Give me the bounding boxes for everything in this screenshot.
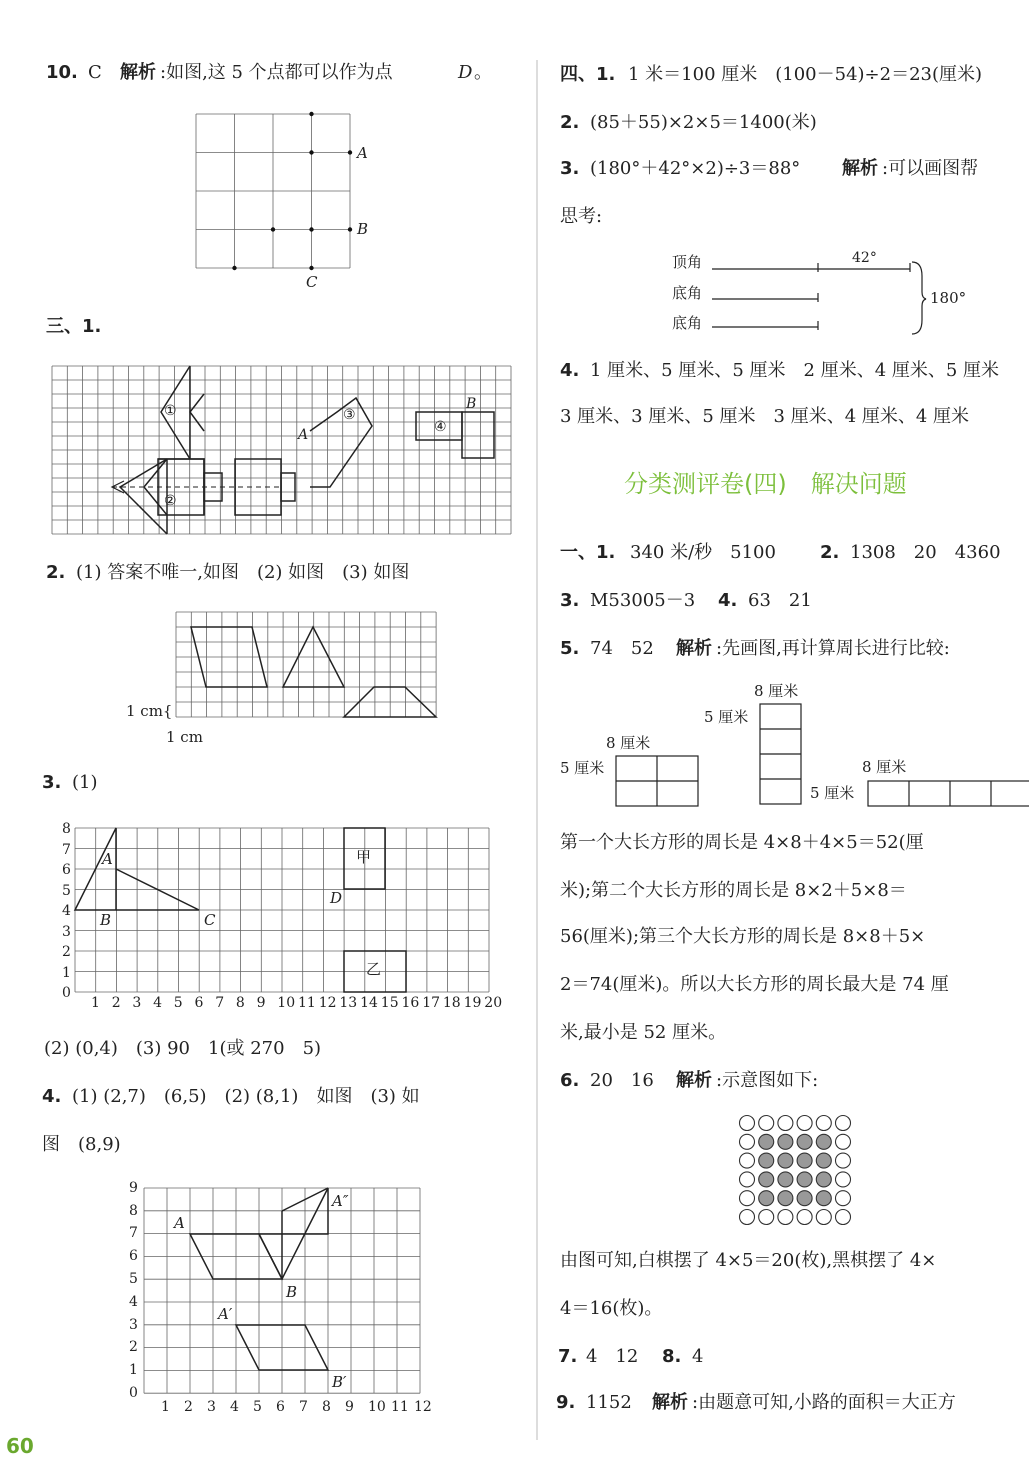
q4-line-2: 图 (8,9) (42, 1134, 121, 1155)
q2-text: (1) 答案不唯一,如图 (2) 如图 (3) 如图 (76, 562, 410, 583)
q3-y-tick: 2 (62, 944, 71, 960)
s1-q6-answer: 20 16 (590, 1070, 654, 1091)
q3-x-tick: 4 (153, 995, 163, 1011)
shape-label-3: ③ (343, 407, 356, 423)
section-3-heading: 三、1. (46, 316, 102, 337)
chess-pieces-diagram (738, 1114, 856, 1226)
q4-line-1: (1) (2,7) (6,5) (2) (8,1) 如图 (3) 如 (72, 1086, 420, 1107)
q3-y-tick: 0 (62, 985, 71, 1001)
q4-y-tick: 2 (129, 1339, 138, 1356)
s1-head: 一、1. (560, 542, 616, 563)
rect2-height-label: 5 厘米 (704, 708, 749, 726)
q3-x-tick: 5 (173, 995, 183, 1011)
rect3-height-label: 5 厘米 (810, 784, 855, 802)
q3-x-tick: 19 (463, 995, 482, 1011)
white-piece (797, 1116, 812, 1131)
q10-label-b: B (357, 220, 369, 238)
s1-q9-analysis-label: 解析 (652, 1392, 688, 1413)
s1-q5-answer: 74 52 (590, 638, 654, 659)
diagram-vertex-angle: 顶角 (672, 253, 703, 271)
q5-paragraph-line-1: 第一个大长方形的周长是 4×8＋4×5＝52(厘 (560, 832, 924, 853)
q5-paragraph-line-5: 米,最小是 52 厘米。 (560, 1022, 727, 1043)
white-piece (778, 1210, 793, 1225)
q3-label-d: D (330, 889, 343, 907)
s4-q2-number: 2. (560, 112, 580, 133)
q6-paragraph-line-1: 由图可知,白棋摆了 4×5＝20(枚),黑棋摆了 4× (560, 1250, 937, 1271)
angle-diagram (710, 254, 930, 334)
q10-label-c: C (306, 273, 318, 291)
q4-y-tick: 7 (129, 1225, 138, 1242)
black-piece (797, 1153, 812, 1168)
q4-x-tick: 8 (322, 1399, 331, 1415)
q3-x-tick: 18 (442, 995, 461, 1011)
q4-coordinate-grid (144, 1188, 424, 1398)
white-piece (836, 1153, 851, 1168)
q2-unit-horizontal: 1 cm (166, 728, 203, 746)
s1-q6-analysis-label: 解析 (676, 1070, 712, 1091)
q3-y-tick: 1 (62, 964, 71, 981)
white-piece (816, 1210, 831, 1225)
page-number: 60 (6, 1434, 34, 1458)
q3-x-tick: 8 (235, 995, 245, 1011)
white-piece (836, 1172, 851, 1187)
q10-end: 。 (474, 62, 492, 83)
white-piece (759, 1210, 774, 1225)
s1-q4-answer: 63 21 (748, 590, 812, 611)
black-piece (759, 1153, 774, 1168)
white-piece (740, 1116, 755, 1131)
q4-y-tick: 1 (129, 1362, 138, 1379)
q4-x-tick: 9 (345, 1399, 354, 1415)
black-piece (816, 1153, 831, 1168)
q10-answer: C (88, 62, 102, 83)
q3-label-jia: 甲 (356, 848, 372, 866)
white-piece (778, 1116, 793, 1131)
q10-grid-figure (196, 114, 356, 274)
diagram-base-angle-1: 底角 (672, 284, 703, 302)
rect1-height-label: 5 厘米 (560, 759, 605, 777)
q3-y-tick: 5 (62, 882, 71, 899)
s1-q1-answer: 340 米/秒 5100 (630, 542, 776, 563)
rect3-width-label: 8 厘米 (862, 758, 907, 776)
q4-y-tick: 8 (129, 1202, 138, 1219)
q3-x-tick: 20 (484, 995, 503, 1011)
q3-x-tick: 14 (360, 995, 378, 1011)
fig1-label-b: B (466, 396, 477, 412)
s1-q8-number: 8. (662, 1346, 682, 1367)
q2-grid-figure (176, 612, 438, 720)
black-piece (797, 1134, 812, 1149)
shape-label-2: ② (164, 493, 177, 509)
q3-y-tick: 6 (62, 862, 71, 878)
white-piece (797, 1210, 812, 1225)
s4-q2-text: (85＋55)×2×5＝1400(米) (590, 112, 817, 133)
rect2-width-label: 8 厘米 (754, 682, 799, 700)
q3-coordinate-grid (75, 828, 495, 998)
q4-x-tick: 1 (161, 1399, 170, 1415)
q4-y-tick: 4 (129, 1293, 138, 1310)
q4-x-tick: 10 (368, 1399, 386, 1415)
white-piece (740, 1210, 755, 1225)
q3-x-tick: 1 (91, 995, 100, 1011)
q3-label-yi: 乙 (366, 960, 382, 978)
q10-label-a: A (357, 144, 368, 162)
s1-q4-number: 4. (718, 590, 738, 611)
s4-q3-number: 3. (560, 158, 580, 179)
shape-label-1: ① (164, 403, 177, 419)
q3-x-tick: 13 (339, 995, 358, 1011)
q3-y-tick: 8 (62, 821, 71, 837)
white-piece (740, 1172, 755, 1187)
s1-q3-number: 3. (560, 590, 580, 611)
s1-q2-answer: 1308 20 4360 (850, 542, 1001, 563)
q2-unit-vertical: 1 cm{ (126, 702, 173, 720)
q4-x-tick: 11 (391, 1399, 409, 1415)
q3-y-tick: 4 (62, 903, 71, 919)
s4-q4-line-1: 1 厘米、5 厘米、5 厘米 2 厘米、4 厘米、5 厘米 (590, 360, 1000, 381)
white-piece (836, 1116, 851, 1131)
black-piece (816, 1134, 831, 1149)
s1-q6-analysis-text: :示意图如下: (716, 1070, 819, 1091)
q4-label-b-prime: B′ (332, 1373, 347, 1391)
q3-y-tick: 7 (62, 841, 71, 858)
white-piece (836, 1210, 851, 1225)
s1-q5-analysis-label: 解析 (676, 638, 712, 659)
s1-q9-answer: 1152 (586, 1392, 632, 1413)
s3-q1-grid-figure (52, 366, 512, 536)
white-piece (816, 1116, 831, 1131)
q3-answers: (2) (0,4) (3) 90 1(或 270 5) (44, 1038, 322, 1059)
q5-paragraph-line-4: 2＝74(厘米)。所以大长方形的周长最大是 74 厘 (560, 974, 949, 995)
s1-q5-number: 5. (560, 638, 580, 659)
q4-label-a: A (174, 1214, 185, 1232)
q10-point-d: D (458, 62, 473, 83)
q4-label-a-double-prime: A″ (332, 1192, 349, 1210)
s4-q4-number: 4. (560, 360, 580, 381)
q2-number: 2. (46, 562, 66, 583)
s1-q7-answer: 4 12 (586, 1346, 639, 1367)
q3-x-tick: 10 (277, 995, 296, 1011)
black-piece (816, 1191, 831, 1206)
q4-label-a-prime: A′ (218, 1305, 233, 1323)
s1-q3-answer: M53005－3 (590, 590, 696, 611)
q3-x-tick: 11 (298, 995, 316, 1011)
black-piece (759, 1191, 774, 1206)
s4-q3-tail: :可以画图帮 (882, 158, 979, 179)
q3-x-tick: 7 (215, 995, 225, 1011)
q10-analysis-label: 解析 (120, 62, 156, 83)
q4-y-tick: 9 (129, 1179, 138, 1196)
white-piece (836, 1191, 851, 1206)
q3-y-tick: 3 (62, 923, 71, 940)
q3-label-b: B (100, 911, 112, 929)
white-piece (836, 1134, 851, 1149)
q4-y-tick: 0 (129, 1385, 138, 1401)
q3-x-tick: 9 (256, 995, 266, 1011)
white-piece (740, 1134, 755, 1149)
q4-y-tick: 5 (129, 1271, 138, 1287)
shape-label-4: ④ (434, 419, 447, 435)
q4-x-tick: 2 (184, 1399, 193, 1415)
q4-x-tick: 4 (230, 1399, 239, 1415)
black-piece (778, 1134, 793, 1149)
fig1-label-a: A (298, 427, 309, 443)
q4-x-tick: 12 (414, 1399, 432, 1415)
q4-number: 4. (42, 1086, 62, 1107)
diagram-180-degrees: 180° (930, 289, 967, 307)
black-piece (797, 1172, 812, 1187)
black-piece (759, 1172, 774, 1187)
q10-number: 10. (46, 62, 78, 83)
q3-x-tick: 2 (111, 995, 121, 1011)
s4-q3-text: (180°＋42°×2)÷3＝88° (590, 158, 801, 179)
s4-q1-head: 四、1. (560, 64, 616, 85)
white-piece (759, 1116, 774, 1131)
white-piece (740, 1153, 755, 1168)
q3-label-a: A (102, 850, 113, 868)
s1-q7-number: 7. (558, 1346, 578, 1367)
diagram-42-degrees: 42° (852, 250, 877, 266)
s1-q6-number: 6. (560, 1070, 580, 1091)
s4-q1-text: 1 米＝100 厘米 (100－54)÷2＝23(厘米) (628, 64, 983, 85)
q4-y-tick: 6 (129, 1248, 138, 1265)
q10-text: :如图,这 5 个点都可以作为点 (160, 62, 393, 83)
s1-q8-answer: 4 (692, 1346, 704, 1367)
black-piece (778, 1172, 793, 1187)
black-piece (797, 1191, 812, 1206)
s4-q3-continued: 思考: (560, 206, 603, 227)
s4-q4-line-2: 3 厘米、3 厘米、5 厘米 3 厘米、4 厘米、4 厘米 (560, 406, 970, 427)
s4-q3-analysis-label: 解析 (842, 158, 878, 179)
column-divider (536, 60, 538, 1440)
q4-x-tick: 3 (207, 1399, 216, 1415)
q6-paragraph-line-2: 4＝16(枚)。 (560, 1298, 663, 1319)
diagram-base-angle-2: 底角 (672, 314, 703, 332)
s1-q9-number: 9. (556, 1392, 576, 1413)
q3-number: 3. (42, 772, 62, 793)
q4-label-b: B (286, 1283, 298, 1301)
q3-text: (1) (72, 772, 98, 793)
q5-paragraph-line-2: 米);第二个大长方形的周长是 8×2＋5×8＝ (560, 880, 907, 901)
q4-x-tick: 5 (253, 1399, 262, 1415)
q3-x-tick: 16 (401, 995, 420, 1011)
q3-x-tick: 17 (422, 995, 441, 1011)
white-piece (740, 1191, 755, 1206)
black-piece (816, 1172, 831, 1187)
s1-q9-analysis-text: :由题意可知,小路的面积＝大正方 (692, 1392, 956, 1413)
rect1-width-label: 8 厘米 (606, 734, 651, 752)
q5-paragraph-line-3: 56(厘米);第三个大长方形的周长是 8×8＋5× (560, 926, 926, 947)
section-title: 分类测评卷(四) 解决问题 (624, 470, 907, 498)
black-piece (778, 1153, 793, 1168)
s1-q2-number: 2. (820, 542, 840, 563)
q3-x-tick: 3 (132, 995, 142, 1011)
q3-label-c: C (204, 911, 216, 929)
q3-x-tick: 6 (194, 995, 204, 1011)
q4-y-tick: 3 (129, 1316, 138, 1333)
s1-q5-analysis-text: :先画图,再计算周长进行比较: (716, 638, 950, 659)
black-piece (759, 1134, 774, 1149)
q4-x-tick: 7 (299, 1399, 308, 1415)
q3-x-tick: 12 (318, 995, 337, 1011)
q3-x-tick: 15 (380, 995, 399, 1011)
q4-x-tick: 6 (276, 1399, 285, 1415)
black-piece (778, 1191, 793, 1206)
